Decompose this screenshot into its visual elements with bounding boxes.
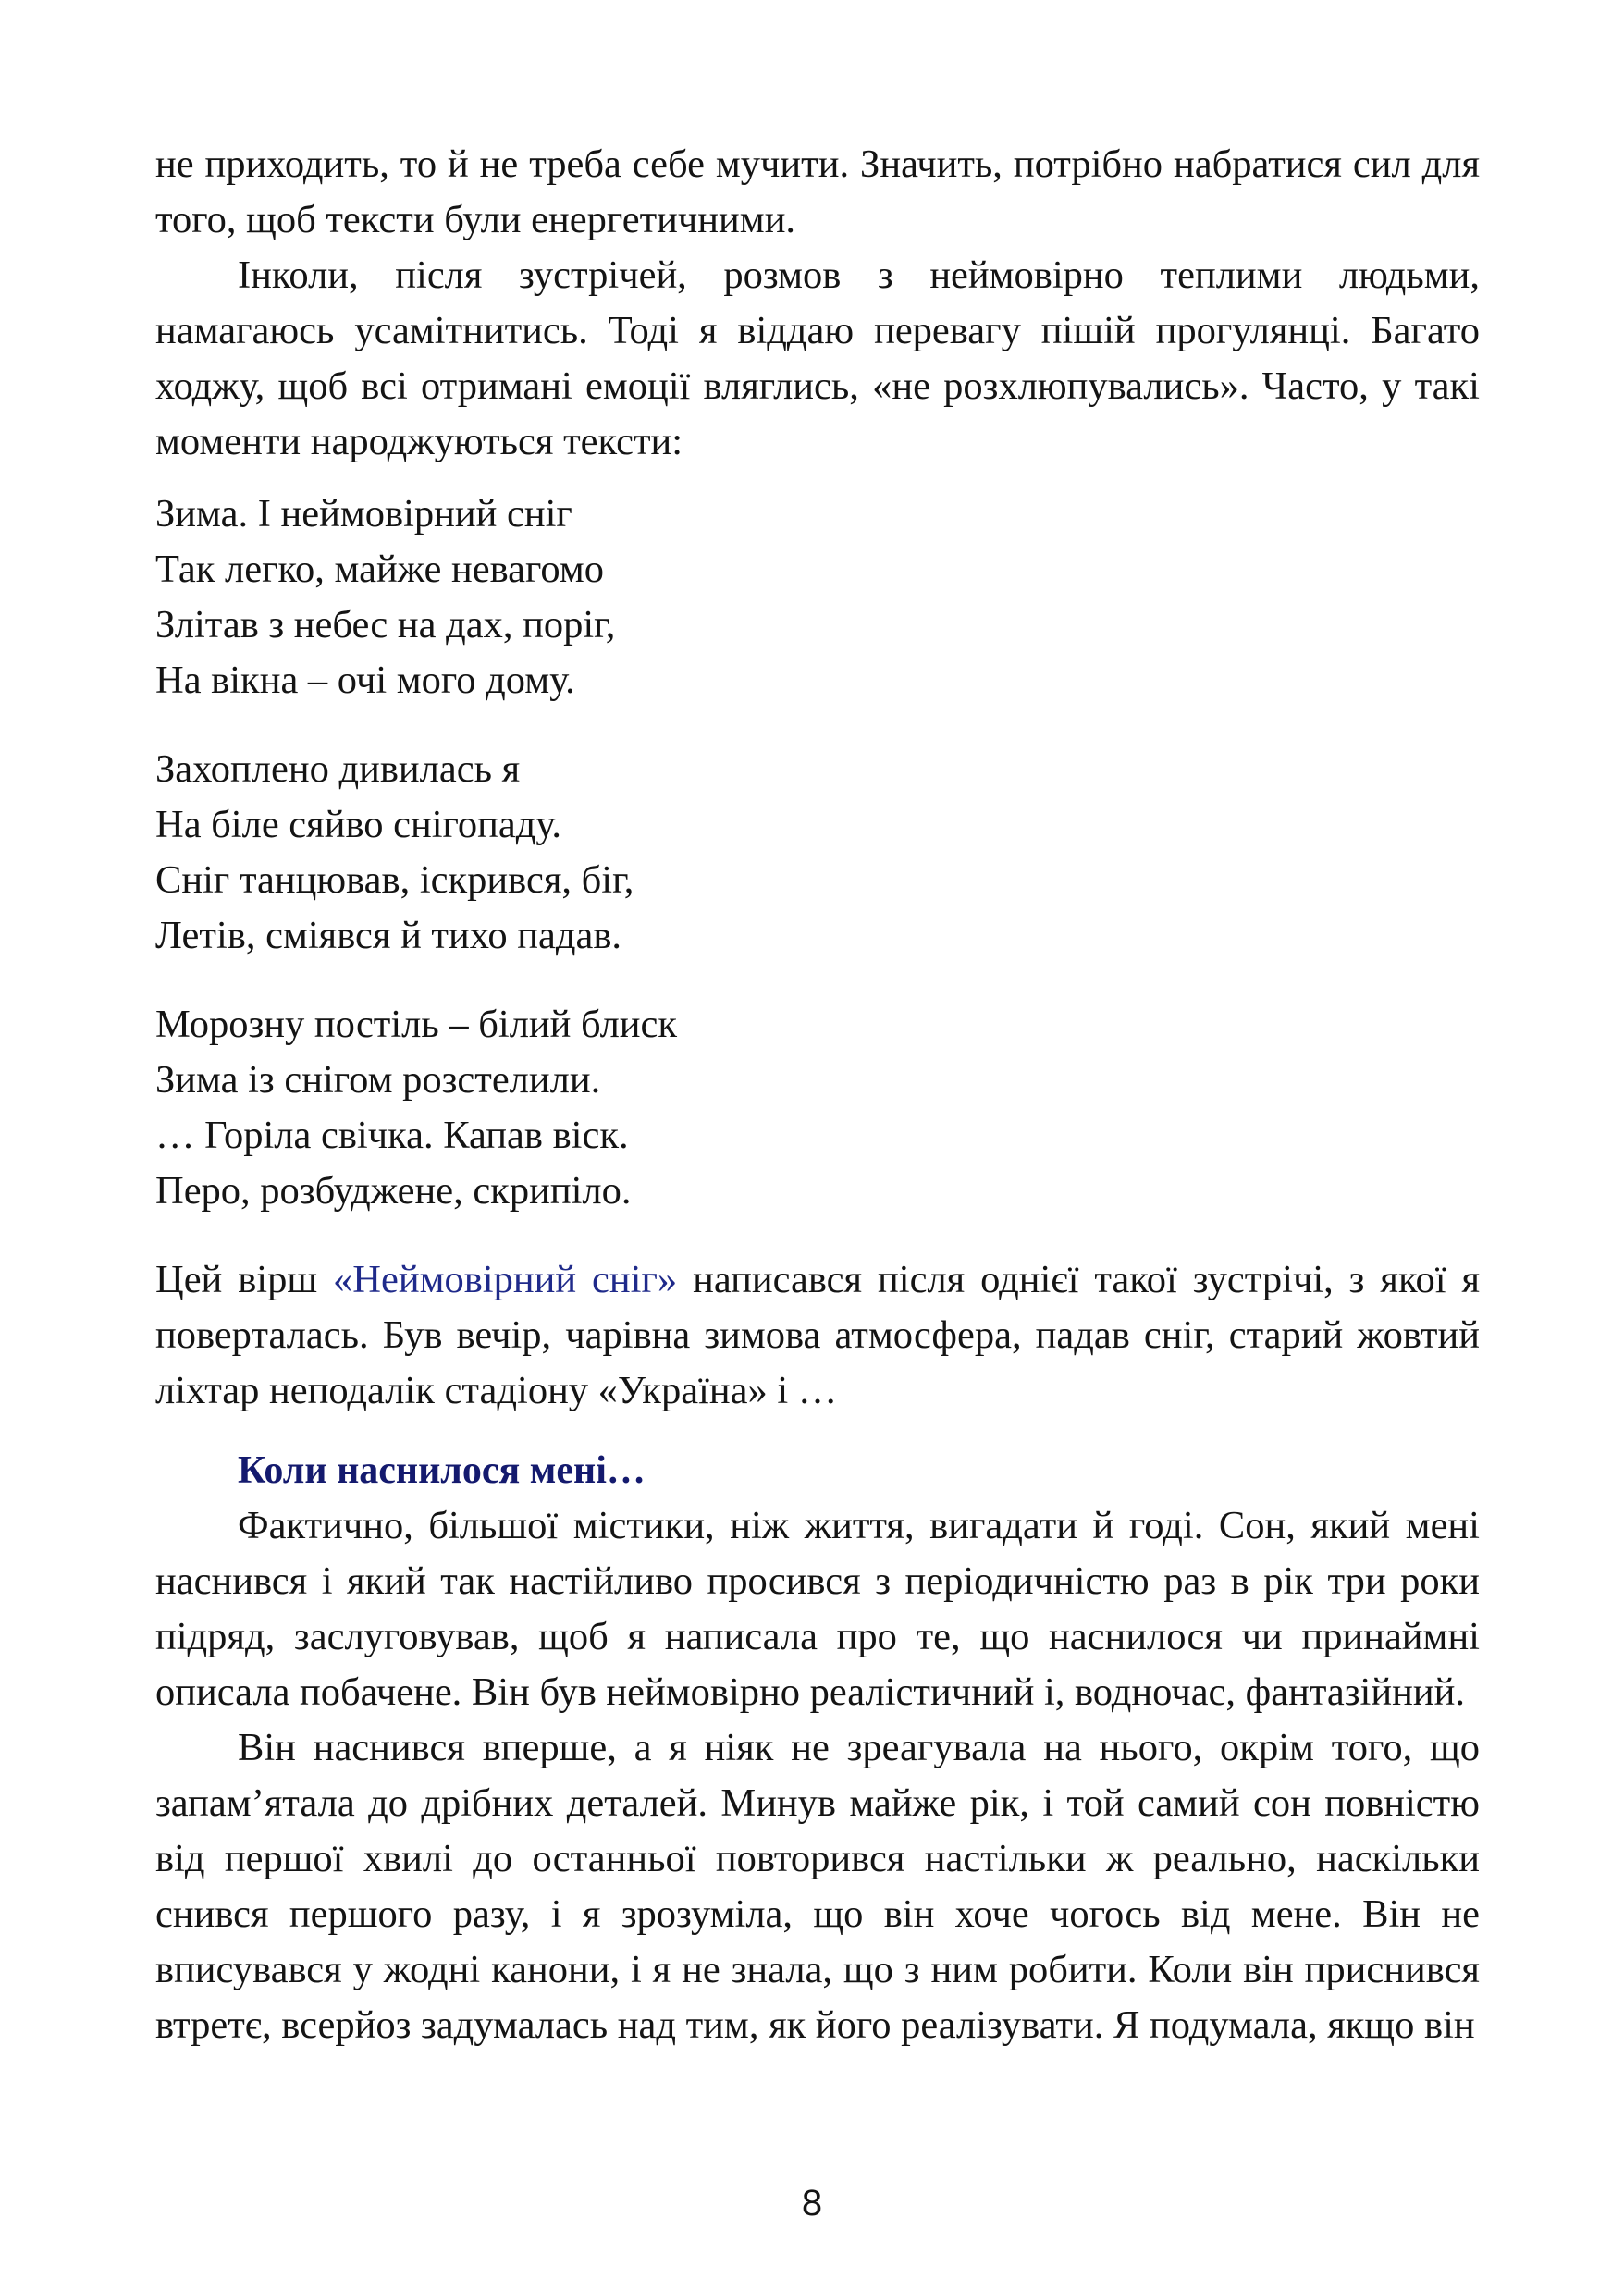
poem-stanza-3 — [155, 997, 1480, 1219]
poem-line: На біле сяйво снігопаду. — [155, 803, 562, 846]
poem — [155, 487, 1480, 1219]
poem-line: Так легко, майже невагомо — [155, 548, 604, 591]
after-poem-prefix: Цей вірш — [155, 1258, 334, 1301]
page-body — [155, 137, 1480, 2053]
poem-line: На вікна – очі мого дому. — [155, 659, 575, 702]
poem-line: Сніг танцював, іскрився, біг, — [155, 858, 634, 902]
poem-line: Злітав з небес на дах, поріг, — [155, 603, 616, 647]
poem-line: … Горіла свічка. Капав віск. — [155, 1114, 629, 1157]
paragraph-dream-repeat: Він наснився вперше, а я ніяк не зреагувала на нього, окрім того, що запам’ятала до дрібних деталей. Минув майже рік, і той самий сон повністю від першої хвилі до останньої повторився настільки ж реально, наскільки снився першого разу, і я зрозуміла, що він хоче чогось від мене. Він не вписувався у жодні канони, і я не знала, що з ним робити. Коли він приснився втретє, всерйоз задумалась над тим, як його реалізувати. Я подумала, якщо він — [155, 1726, 1480, 2047]
paragraph-continuation: не приходить, то й не треба себе мучити. Значить, потрібно набратися сил для того, щоб тексти були енергетичними. — [155, 142, 1480, 241]
poem-line: Летів, сміявся й тихо падав. — [155, 914, 622, 957]
poem-line: Зима. І неймовірний сніг — [155, 492, 572, 536]
section-heading: Коли наснилося мені… — [238, 1449, 646, 1492]
page-number: 8 — [801, 2183, 823, 2224]
paragraph-walk: Інколи, після зустрічей, розмов з неймовірно теплими людьми, намагаюсь усамітнитись. Тоді я віддаю перевагу пішій прогулянці. Багато ходжу, щоб всі отримані емоції вляглись, «не розхлюпувались». Часто, у такі моменти народжуються тексти: — [155, 253, 1480, 463]
poem-line: Морозну постіль – білий блиск — [155, 1003, 678, 1046]
poem-line: Зима із снігом розстелили. — [155, 1058, 601, 1102]
paragraph-after-poem — [155, 1252, 1480, 1419]
poem-stanza-2 — [155, 742, 1480, 964]
poem-line: Перо, розбуджене, скрипіло. — [155, 1169, 632, 1213]
poem-title-link[interactable]: «Неймовірний сніг» — [333, 1258, 678, 1301]
after-poem-suffix: написався після однієї такої зустрічі, з якої я поверталась. Був вечір, чарівна зимова атмосфера, падав сніг, старий жовтий ліхтар неподалік стадіону «Україна» і … — [155, 1258, 1480, 1412]
paragraph-dream-intro: Фактично, більшої містики, ніж життя, вигадати й годі. Сон, який мені наснився і який так настійливо просився з періодичністю раз в рік три роки підряд, заслуговував, щоб я написала про те, що наснилося чи принаймні описала побачене. Він був неймовірно реалістичний і, водночас, фантазійний. — [155, 1504, 1480, 1714]
poem-stanza-1 — [155, 487, 1480, 708]
poem-line: Захоплено дивилась я — [155, 747, 521, 791]
